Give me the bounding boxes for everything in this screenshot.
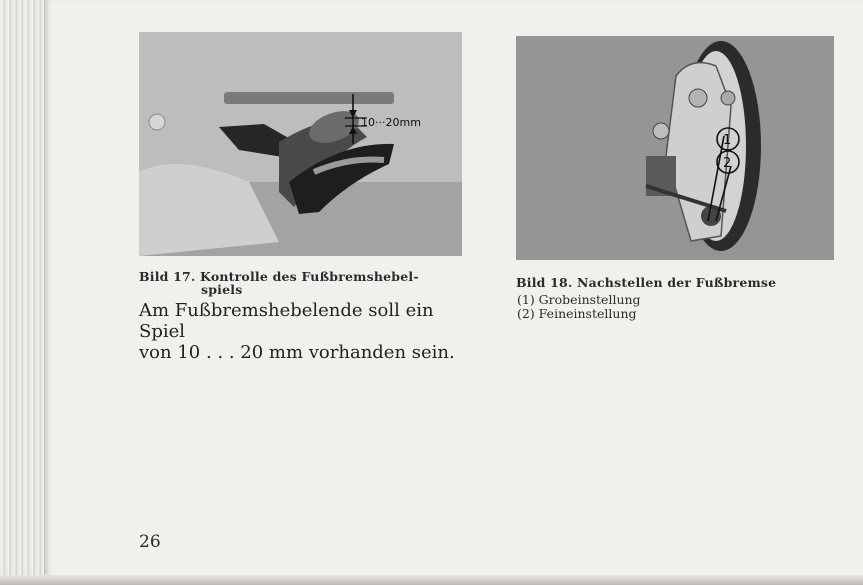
legend-item-fine: (2) Feineinstellung [517, 306, 637, 321]
callout-2: 2 [723, 156, 732, 171]
body-line-1: Am Fußbremshebelende soll ein Spiel [139, 300, 434, 342]
body-paragraph [139, 300, 479, 363]
figure-17-caption [139, 270, 459, 296]
callout-1: 1 [723, 133, 732, 148]
figure-17-caption-line1: Bild 17. Kontrolle des Fußbremshebel- [139, 269, 419, 284]
figure-17-annotation: 10···20mm [361, 116, 421, 129]
figure-17-photo [139, 32, 462, 256]
figure-18-photo [516, 36, 834, 260]
figure-18-legend [517, 293, 641, 321]
figure-18-caption: Bild 18. Nachstellen der Fußbremse [516, 275, 777, 290]
legend-item-coarse: (1) Grobeinstellung [517, 292, 641, 307]
foot-brake-adjuster-illustration [516, 36, 834, 260]
page-bottom-edge [0, 575, 863, 585]
page-number: 26 [139, 532, 161, 552]
figure-17-caption-line2: spiels [201, 282, 243, 297]
body-line-2: von 10 . . . 20 mm vorhanden sein. [139, 342, 455, 363]
foot-brake-lever-illustration [139, 32, 462, 256]
